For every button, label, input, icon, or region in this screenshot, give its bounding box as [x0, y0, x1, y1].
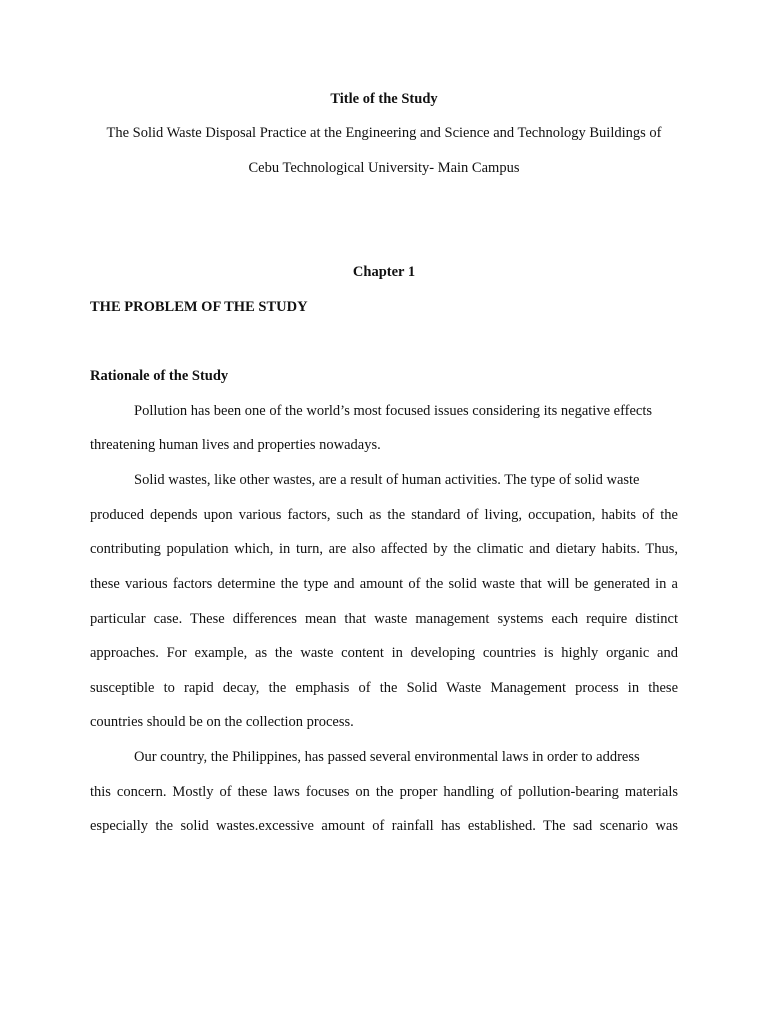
paragraph-line: susceptible to rapid decay, the emphasis of the Solid Waste Management process in these	[90, 680, 678, 696]
paragraph-line: contributing population which, in turn, are also affected by the climatic and dietary habits. Thus,	[90, 541, 678, 557]
paragraph-line: Pollution has been one of the world’s most focused issues considering its negative effects	[134, 403, 653, 419]
paragraph-line: these various factors determine the type and amount of the solid waste that will be generated in a	[90, 576, 678, 592]
study-title-line-2: Cebu Technological University- Main Campus	[248, 160, 520, 176]
chapter-label: Chapter 1	[352, 264, 416, 280]
section-heading: Rationale of the Study	[90, 368, 229, 384]
study-title-line-1: The Solid Waste Disposal Practice at the Engineering and Science and Technology Buildings of	[106, 125, 662, 141]
paragraph-line: threatening human lives and properties nowadays.	[90, 437, 381, 453]
chapter-heading: THE PROBLEM OF THE STUDY	[90, 299, 308, 315]
paragraph-line: this concern. Mostly of these laws focuses on the proper handling of pollution-bearing materials	[90, 784, 678, 800]
paragraph-line: Our country, the Philippines, has passed several environmental laws in order to address	[134, 749, 640, 765]
paragraph-line: produced depends upon various factors, such as the standard of living, occupation, habits of the	[90, 507, 678, 523]
title-heading: Title of the Study	[330, 91, 438, 107]
paragraph-line: countries should be on the collection process.	[90, 714, 354, 730]
paragraph-line: approaches. For example, as the waste content in developing countries is highly organic and	[90, 645, 678, 661]
paragraph-line: Solid wastes, like other wastes, are a result of human activities. The type of solid waste	[134, 472, 640, 488]
paragraph-line: especially the solid wastes.excessive amount of rainfall has established. The sad scenario was	[90, 818, 678, 834]
paragraph-line: particular case. These differences mean that waste management systems each require distinct	[90, 611, 678, 627]
